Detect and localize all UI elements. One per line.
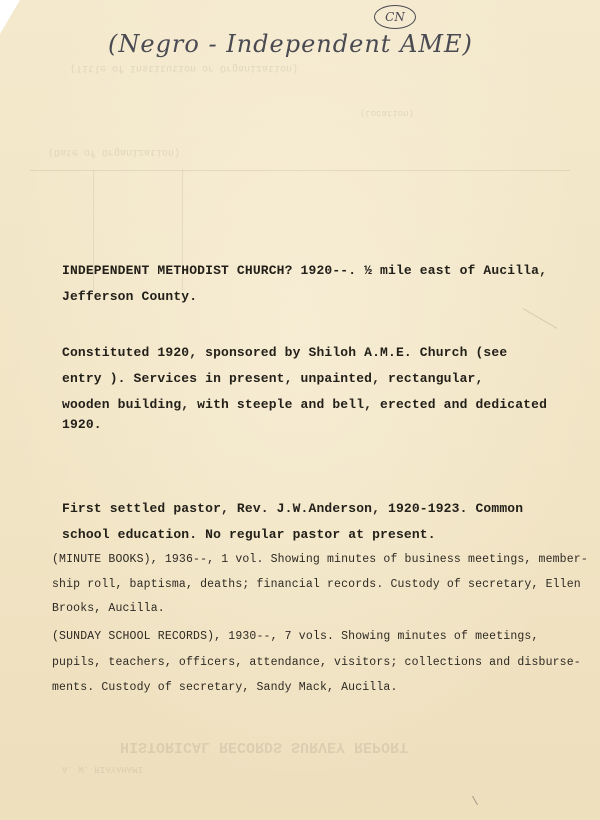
records-line: ments. Custody of secretary, Sandy Mack, Aucilla. [52,681,398,694]
pencil-mark [522,308,557,329]
torn-corner [0,0,20,34]
records-line: (SUNDAY SCHOOL RECORDS), 1930--, 7 vols. Showing minutes of meetings, [52,630,539,643]
pastor-line: school education. No regular pastor at present. [62,527,436,542]
records-line: Brooks, Aucilla. [52,602,165,615]
entry-title-line-2: Jefferson County. [62,289,198,304]
bleed-through-text: (Location) [360,108,415,118]
history-line: Constituted 1920, sponsored by Shiloh A.M.E. Church (see [62,345,508,360]
bleed-through-text: (Title of Institution or Organization) [70,62,299,73]
handwritten-header: (Negro - Independent AME) [108,30,473,58]
records-line: pupils, teachers, officers, attendance, visitors; collections and disburse- [52,656,581,669]
bleed-through-rule [30,170,570,171]
pastor-line: First settled pastor, Rev. J.W.Anderson, 1920-1923. Common [62,501,524,516]
history-line: wooden building, with steeple and bell, erected and dedicated [62,397,548,412]
bleed-through-text: (Date of Organization) [48,146,181,157]
entry-title-line-1: INDEPENDENT METHODIST CHURCH? 1920--. ½ mile east of Aucilla, [62,263,548,278]
pencil-mark [472,796,478,805]
bleed-through-text: A. W. RIAYAHAMI [62,764,144,774]
history-line: entry ). Services in present, unpainted, rectangular, [62,371,484,386]
bleed-through-heading: HISTORICAL RECORDS SURVEY REPORT [120,738,409,755]
circled-initials: CN [374,5,416,29]
records-line: ship roll, baptisma, deaths; financial records. Custody of secretary, Ellen [52,578,581,591]
history-line: 1920. [62,417,102,432]
records-line: (MINUTE BOOKS), 1936--, 1 vol. Showing minutes of business meetings, member- [52,553,588,566]
